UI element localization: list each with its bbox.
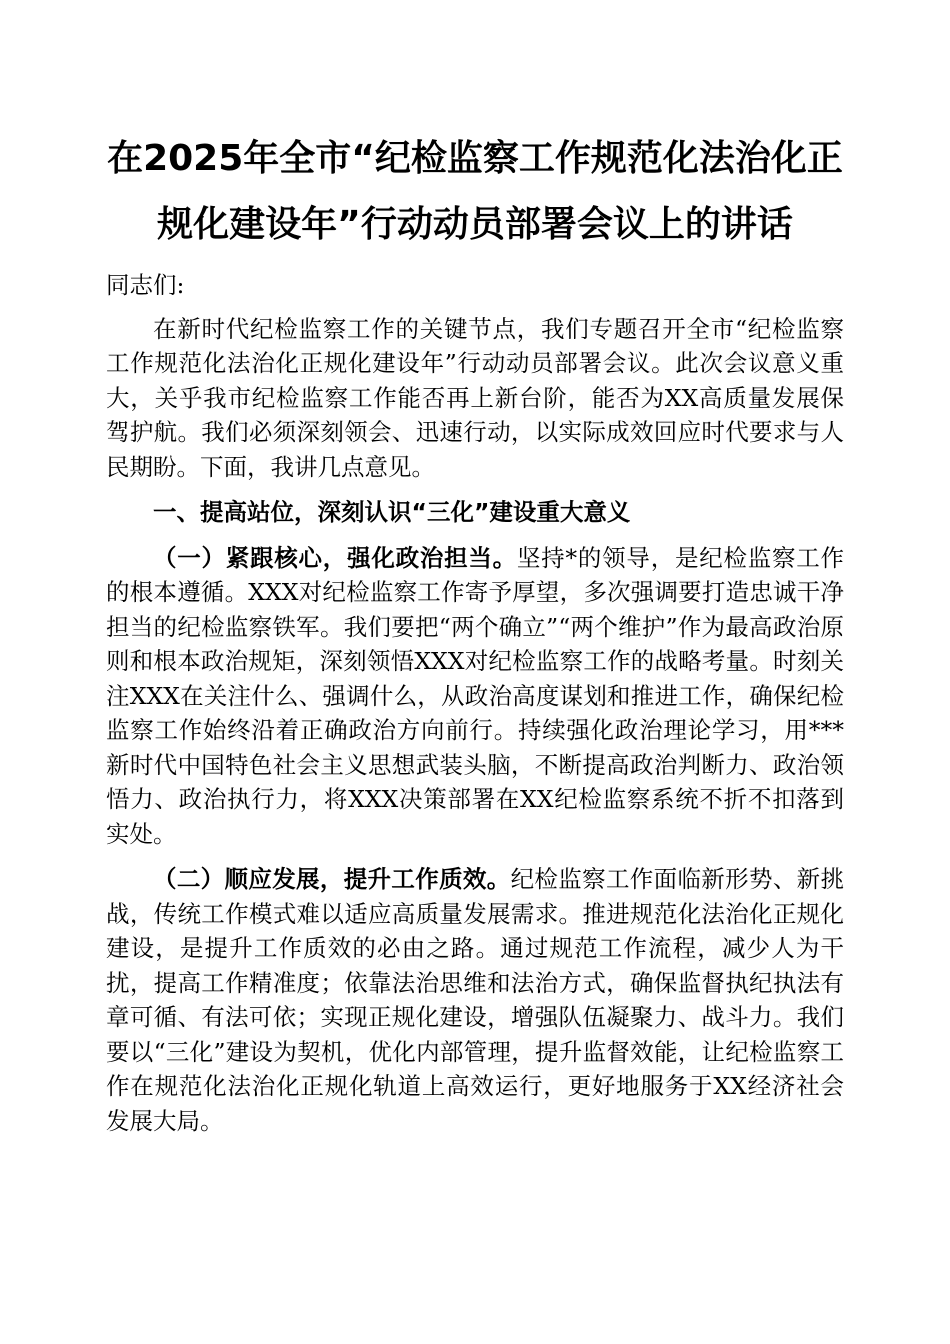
subsection-1-paragraph xyxy=(106,541,844,852)
subsection-2-paragraph xyxy=(106,862,844,1138)
salutation: 同志们: xyxy=(106,271,185,299)
document-title xyxy=(106,126,844,258)
title-line-1: 在2025年全市“纪检监察工作规范化法治化正 xyxy=(107,138,843,179)
subsection-1-text: 坚持*的领导，是纪检监察工作的根本遵循。XXX对纪检监察工作寄予厚望，多次强调要打造忠诚干净担当的纪检监察铁军。我们要把“两个确立”“两个维护”作为最高政治原则和根本政治规矩，深刻领悟XXX对纪检监察工作的战略考量。时刻关注XXX在关注什么、强调什么，从政治高度谋划和推进工作，确保纪检监察工作始终沿着正确政治方向前行。持续强化政治理论学习，用***新时代中国特色社会主义思想武装头脑，不断提高政治判断力、政治领悟力、政治执行力，将XXX决策部署在XX纪检监察系统不折不扣落到实处。 xyxy=(106,543,845,848)
subsection-2-text: 纪检监察工作面临新形势、新挑战，传统工作模式难以适应高质量发展需求。推进规范化法治化正规化建设，是提升工作质效的必由之路。通过规范工作流程，减少人为干扰，提高工作精准度；依靠法治思维和法治方式，确保监督执纪执法有章可循、有法可依；实现正规化建设，增强队伍凝聚力、战斗力。我们要以“三化”建设为契机，优化内部管理，提升监督效能，让纪检监察工作在规范化法治化正规化轨道上高效运行，更好地服务于XX经济社会发展大局。 xyxy=(106,865,845,1135)
section-1-heading: 一、提高站位，深刻认识“三化”建设重大意义 xyxy=(153,498,631,526)
document-body xyxy=(106,268,844,1138)
subsection-2-lead: （二）顺应发展，提升工作质效。 xyxy=(153,865,511,893)
subsection-1-lead: （一）紧跟核心，强化政治担当。 xyxy=(153,543,517,572)
title-line-2: 规化建设年”行动动员部署会议上的讲话 xyxy=(157,204,793,245)
intro-paragraph: 在新时代纪检监察工作的关键节点，我们专题召开全市“纪检监察工作规范化法治化正规化建设年”行动动员部署会议。此次会议意义重大，关乎我市纪检监察工作能否再上新台阶，能否为XX高质量发展保驾护航。我们必须深刻领会、迅速行动，以实际成效回应时代要求与人民期盼。下面，我讲几点意见。 xyxy=(106,314,844,481)
